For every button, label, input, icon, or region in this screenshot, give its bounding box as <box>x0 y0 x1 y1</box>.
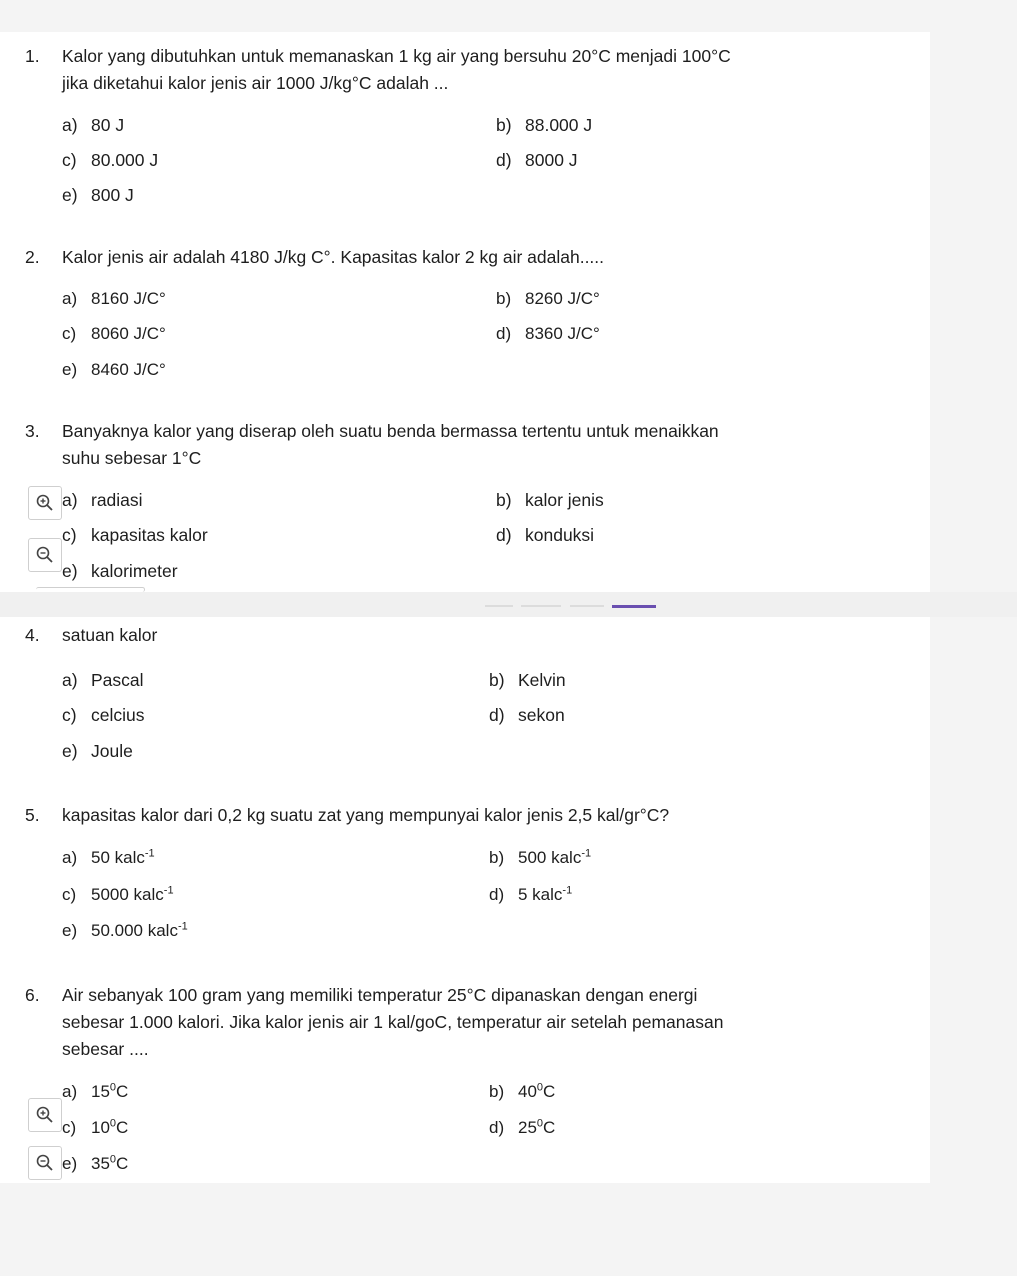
option-b[interactable] <box>496 490 604 511</box>
option-e[interactable] <box>62 185 134 206</box>
option-a[interactable] <box>62 670 144 691</box>
option-label: d) <box>489 885 505 904</box>
option-text: Kelvin <box>518 670 566 690</box>
option-label: b) <box>489 848 505 867</box>
option-text: 8000 J <box>525 150 578 170</box>
zoom-out-icon <box>35 1153 55 1173</box>
question-text-line: Banyaknya kalor yang diserap oleh suatu benda bermassa tertentu untuk menaikkan <box>62 421 719 441</box>
option-label: c) <box>62 885 77 904</box>
zoom-out-button[interactable] <box>28 538 62 572</box>
option-b[interactable] <box>489 848 591 868</box>
option-text: 80.000 J <box>91 150 159 170</box>
option-label: c) <box>62 324 77 343</box>
option-text: kapasitas kalor <box>91 525 208 545</box>
option-text: 8360 J/C° <box>525 324 600 343</box>
option-label: e) <box>62 185 78 205</box>
option-label: e) <box>62 1154 78 1173</box>
active-indicator <box>612 605 656 608</box>
option-value: 50.000 kalc <box>91 921 178 940</box>
option-e[interactable] <box>62 360 166 380</box>
option-b[interactable] <box>496 289 600 309</box>
option-label: b) <box>489 670 505 690</box>
question-text-line: sebesar 1.000 kalori. Jika kalor jenis air 1 kal/goC, temperatur air setelah pemanasan <box>62 1012 724 1032</box>
option-text: 88.000 J <box>525 115 593 135</box>
option-label: e) <box>62 561 78 581</box>
option-text: konduksi <box>525 525 595 545</box>
option-label: d) <box>496 150 512 170</box>
option-exponent: -1 <box>177 920 188 933</box>
option-text: 800 J <box>91 185 134 205</box>
option-value: 35 <box>91 1154 110 1173</box>
option-text: celcius <box>91 705 145 725</box>
option-label: e) <box>62 921 78 940</box>
option-text: sekon <box>518 705 565 725</box>
option-e[interactable] <box>62 561 178 582</box>
option-text: 80 J <box>91 115 125 135</box>
option-text: 8260 J/C° <box>525 289 600 308</box>
zoom-out-button[interactable] <box>28 1146 62 1180</box>
question-text-line: satuan kalor <box>62 625 158 645</box>
option-c[interactable] <box>62 150 158 171</box>
question-text-line: Kalor jenis air adalah 4180 J/kg C°. Kapasitas kalor 2 kg air adalah..... <box>62 247 605 267</box>
question-number: 3. <box>25 421 40 441</box>
question-number: 1. <box>25 46 40 66</box>
divider-dash <box>521 605 561 607</box>
question-text-line: suhu sebesar 1°C <box>62 448 202 468</box>
question-text-line: jika diketahui kalor jenis air 1000 J/kg°C adalah ... <box>62 73 449 93</box>
option-b[interactable] <box>496 115 592 136</box>
option-text: 8160 J/C° <box>91 289 166 308</box>
option-text: radiasi <box>91 490 143 510</box>
option-label: a) <box>62 670 78 690</box>
option-label: d) <box>496 324 512 343</box>
zoom-out-icon <box>35 545 55 565</box>
option-label: b) <box>496 490 512 510</box>
option-e[interactable] <box>62 741 133 762</box>
option-c[interactable] <box>62 885 174 905</box>
option-a[interactable] <box>62 490 143 511</box>
option-d[interactable] <box>496 150 578 171</box>
option-value: 5000 kalc <box>91 885 164 904</box>
option-unit: C <box>116 1082 129 1101</box>
option-label: e) <box>62 741 78 761</box>
option-exponent: 0 <box>109 1153 117 1166</box>
option-label: a) <box>62 115 78 135</box>
option-exponent: -1 <box>562 884 573 897</box>
option-c[interactable] <box>62 1118 128 1138</box>
question-number: 5. <box>25 805 40 825</box>
option-text: 8460 J/C° <box>91 360 166 379</box>
option-exponent: -1 <box>581 847 592 860</box>
question-text-line: Kalor yang dibutuhkan untuk memanaskan 1 kg air yang bersuhu 20°C menjadi 100°C <box>62 46 731 66</box>
option-b[interactable] <box>489 670 566 691</box>
question-text-line: kapasitas kalor dari 0,2 kg suatu zat yang mempunyai kalor jenis 2,5 kal/gr°C? <box>62 805 670 825</box>
option-exponent: 0 <box>536 1117 544 1130</box>
option-label: d) <box>489 1118 505 1137</box>
toolbar-edge <box>36 587 145 592</box>
option-exponent: -1 <box>163 884 174 897</box>
option-label: b) <box>489 1082 505 1101</box>
question-number: 2. <box>25 247 40 267</box>
option-d[interactable] <box>489 885 572 905</box>
option-exponent: 0 <box>109 1081 117 1094</box>
option-a[interactable] <box>62 1082 128 1102</box>
option-label: d) <box>496 525 512 545</box>
option-value: 40 <box>518 1082 537 1101</box>
option-value: 5 kalc <box>518 885 563 904</box>
question-text-line: sebesar .... <box>62 1039 149 1059</box>
option-a[interactable] <box>62 289 166 309</box>
option-a[interactable] <box>62 848 155 868</box>
option-a[interactable] <box>62 115 124 136</box>
option-text: kalor jenis <box>525 490 604 510</box>
divider-dash <box>570 605 604 607</box>
option-value: 15 <box>91 1082 110 1101</box>
option-label: c) <box>62 525 77 545</box>
option-e[interactable] <box>62 921 188 941</box>
option-text: kalorimeter <box>91 561 178 581</box>
option-c[interactable] <box>62 324 166 344</box>
option-label: a) <box>62 1082 78 1101</box>
option-b[interactable] <box>489 1082 555 1102</box>
option-label: e) <box>62 360 78 379</box>
option-text: Pascal <box>91 670 144 690</box>
option-d[interactable] <box>489 705 565 726</box>
option-d[interactable] <box>496 324 600 344</box>
question-number: 6. <box>25 985 40 1005</box>
option-exponent: 0 <box>536 1081 544 1094</box>
zoom-in-icon <box>35 493 55 513</box>
option-value: 25 <box>518 1118 537 1137</box>
question-text-line: Air sebanyak 100 gram yang memiliki temperatur 25°C dipanaskan dengan energi <box>62 985 698 1005</box>
option-label: c) <box>62 150 77 170</box>
option-value: 50 kalc <box>91 848 145 867</box>
option-label: a) <box>62 289 78 308</box>
option-label: b) <box>496 115 512 135</box>
option-c[interactable] <box>62 705 145 726</box>
option-label: c) <box>62 705 77 725</box>
zoom-in-button[interactable] <box>28 486 62 520</box>
zoom-in-button[interactable] <box>28 1098 62 1132</box>
option-d[interactable] <box>496 525 594 546</box>
option-label: b) <box>496 289 512 308</box>
option-exponent: -1 <box>144 847 155 860</box>
option-value: 500 kalc <box>518 848 582 867</box>
option-unit: C <box>116 1118 129 1137</box>
zoom-in-icon <box>35 1105 55 1125</box>
option-d[interactable] <box>489 1118 555 1138</box>
option-label: c) <box>62 1118 77 1137</box>
option-value: 10 <box>91 1118 110 1137</box>
option-exponent: 0 <box>109 1117 117 1130</box>
option-c[interactable] <box>62 525 208 546</box>
divider-dash <box>485 605 513 607</box>
option-label: a) <box>62 490 78 510</box>
option-unit: C <box>543 1118 556 1137</box>
option-text: 8060 J/C° <box>91 324 166 343</box>
option-label: d) <box>489 705 505 725</box>
option-unit: C <box>116 1154 129 1173</box>
option-text: Joule <box>91 741 133 761</box>
option-label: a) <box>62 848 78 867</box>
question-number: 4. <box>25 625 40 645</box>
option-e[interactable] <box>62 1154 128 1174</box>
option-unit: C <box>543 1082 556 1101</box>
